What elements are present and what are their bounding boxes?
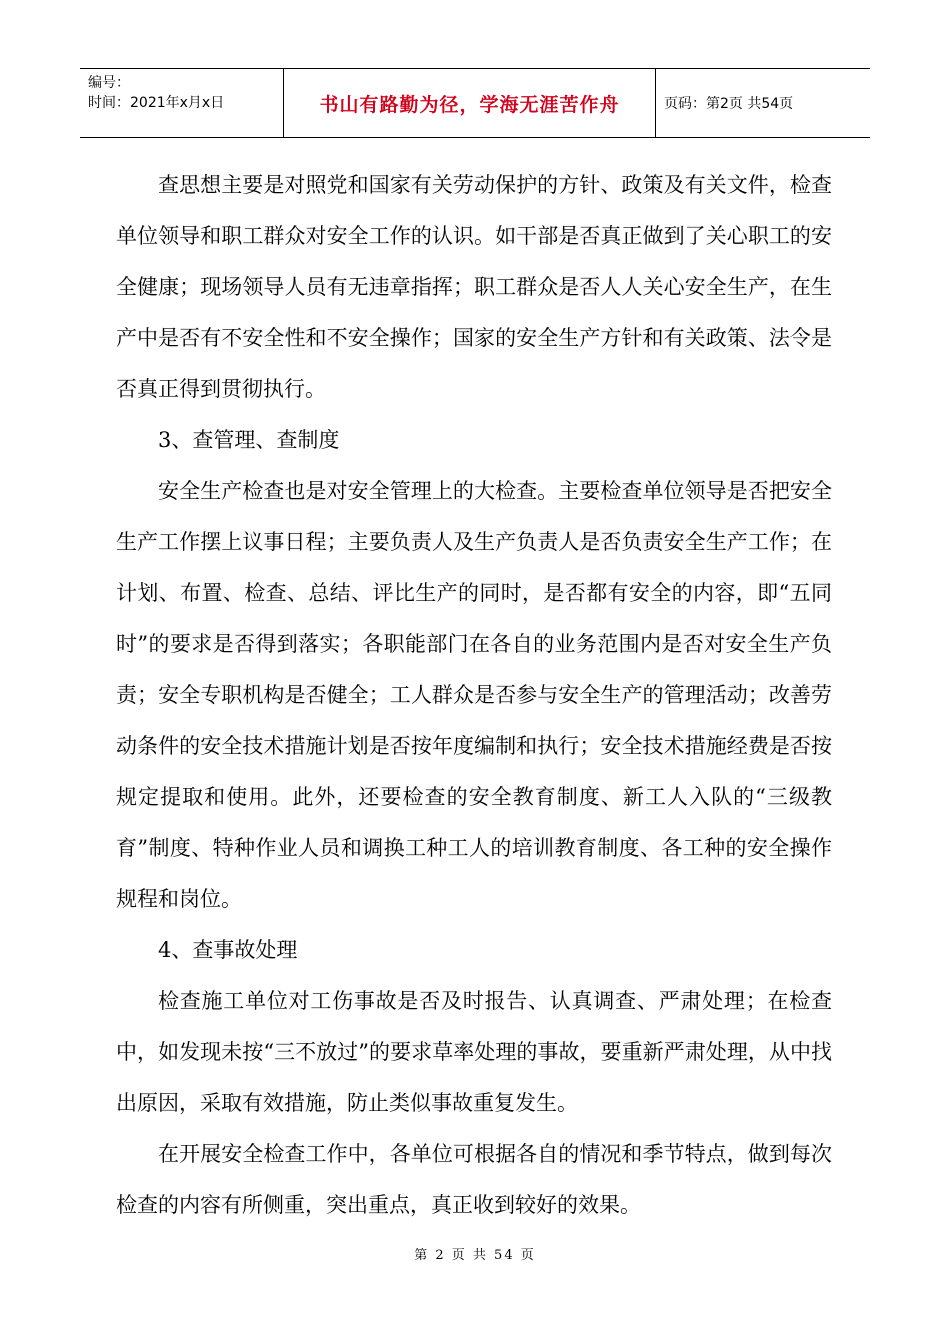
- number-label: 编号：: [88, 75, 130, 91]
- paragraph: 查思想主要是对照党和国家有关劳动保护的方针、政策及有关文件，检查单位领导和职工群众对安全工作的认识。如干部是否真正做到了关心职工的安全健康；现场领导人员有无违章指挥；职工群众是否人人关心安全生产，在生产中是否有不安全性和不安全操作；国家的安全生产方针和有关政策、法令是否真正得到贯彻执行。: [116, 173, 832, 401]
- header-meta: [80, 69, 284, 137]
- section-heading: 3、查管理、查制度: [158, 428, 340, 452]
- section-heading: 4、查事故处理: [158, 938, 298, 962]
- paragraph: 检查施工单位对工伤事故是否及时报告、认真调查、严肃处理；在检查中，如发现未按“三不放过”的要求草率处理的事故，要重新严肃处理，从中找出原因，采取有效措施，防止类似事故重复发生。: [116, 989, 832, 1115]
- paragraph: 安全生产检查也是对安全管理上的大检查。主要检查单位领导是否把安全生产工作摆上议事日程；主要负责人及生产负责人是否负责安全生产工作；在计划、布置、检查、总结、评比生产的同时，是否都有安全的内容，即“五同时”的要求是否得到落实；各职能部门在各自的业务范围内是否对安全生产负责；安全专职机构是否健全；工人群众是否参与安全生产的管理活动；改善劳动条件的安全技术措施计划是否按年度编制和执行；安全技术措施经费是否按规定提取和使用。此外，还要检查的安全教育制度、新工人入队的“三级教育”制度、特种作业人员和调换工种工人的培训教育制度、各工种的安全操作规程和岗位。: [116, 479, 832, 911]
- page-header: [80, 68, 870, 138]
- paragraph: 在开展安全检查工作中，各单位可根据各自的情况和季节特点，做到每次检查的内容有所侧重，突出重点，真正收到较好的效果。: [116, 1142, 832, 1217]
- page-footer: 第 2 页 共 54 页: [414, 1248, 536, 1263]
- document-body: [116, 160, 832, 1231]
- date-line: 时间：2021年x月x日: [88, 95, 225, 111]
- header-page-info: 页码：第2页 共54页: [664, 96, 794, 112]
- header-slogan: 书山有路勤为径，学海无涯苦作舟: [284, 69, 656, 137]
